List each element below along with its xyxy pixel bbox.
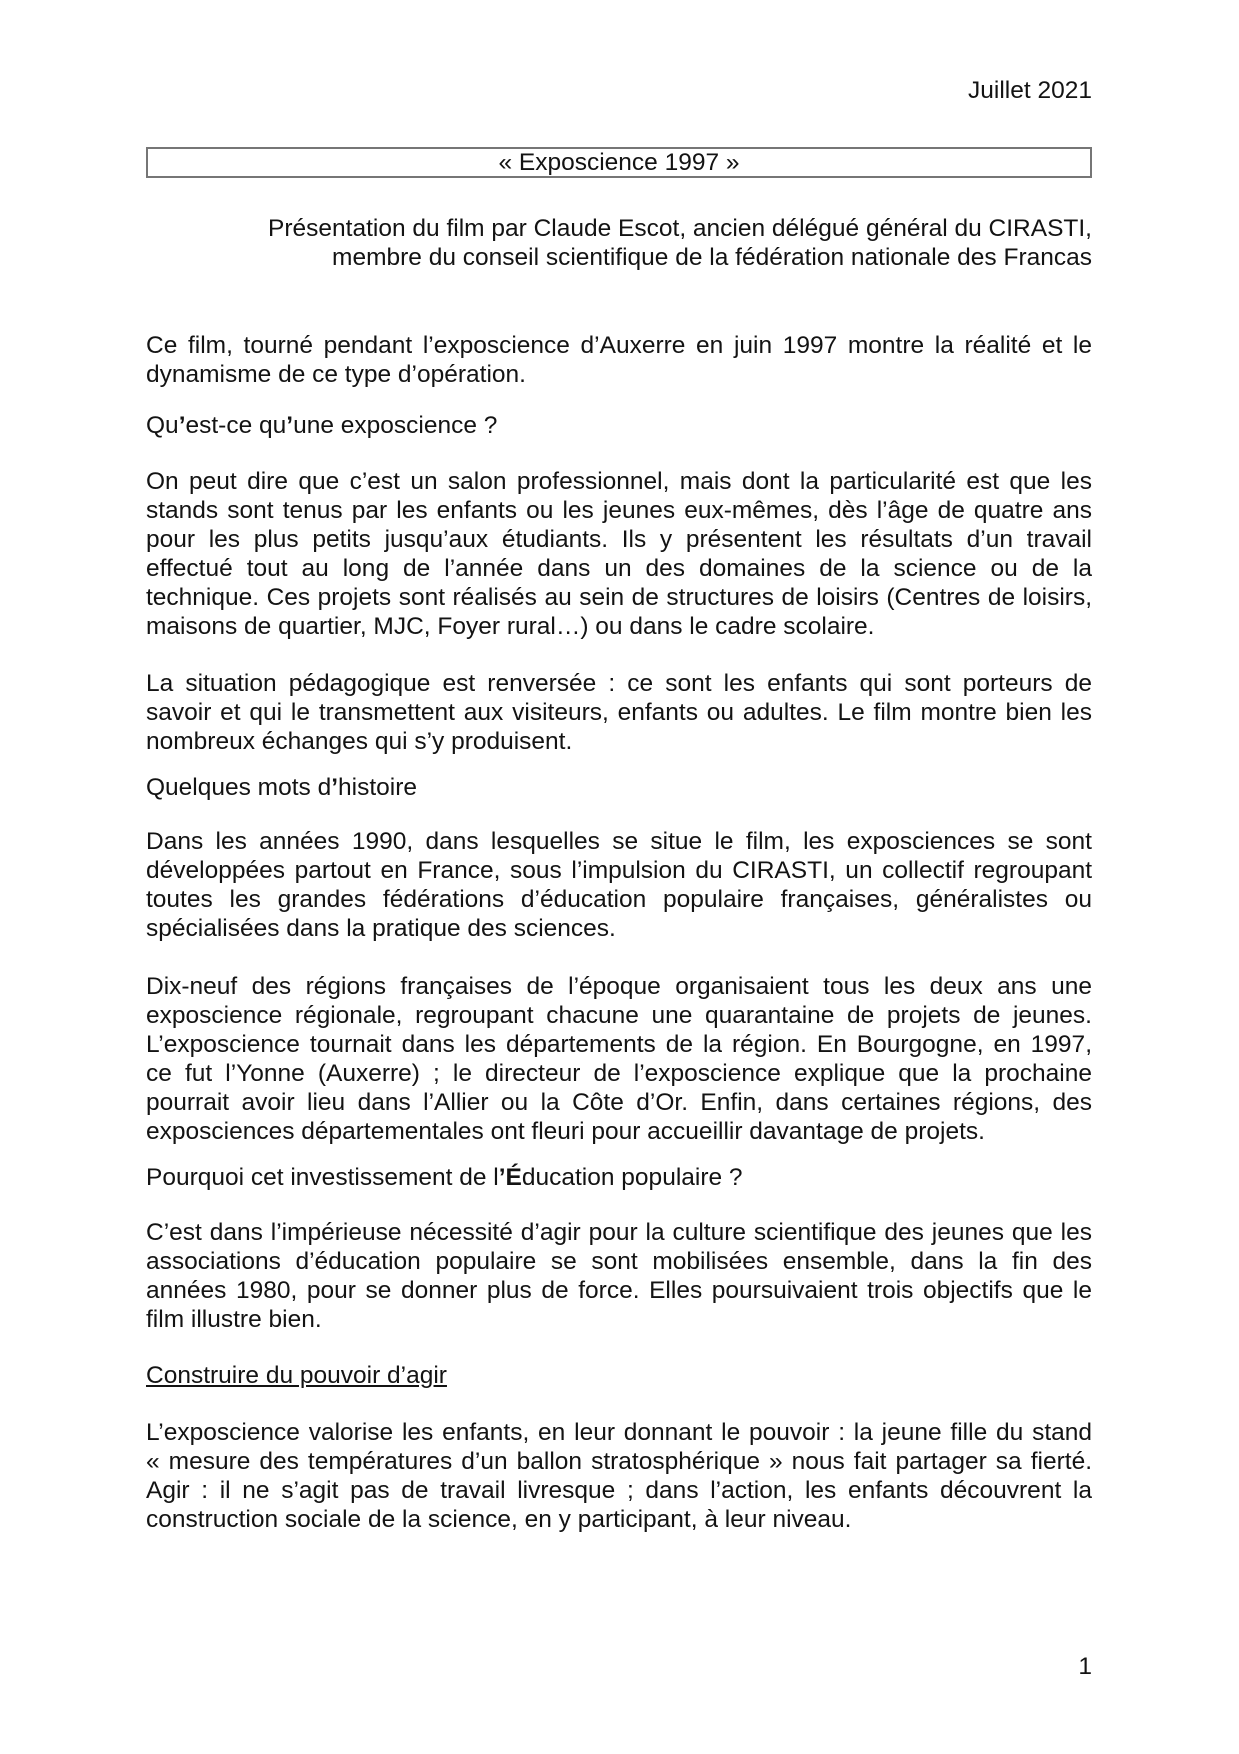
text-line: C’est dans l’impérieuse nécessité d’agir pour la culture scientifique des jeunes que les (146, 1219, 1092, 1246)
text-line: L’exposcience tournait dans les départements de la région. En Bourgogne, en 1997, (146, 1031, 1092, 1058)
paragraph-regions (146, 972, 1092, 1146)
subtitle-line: Présentation du film par Claude Escot, ancien délégué général du CIRASTI, (268, 215, 1092, 242)
heading-text: Quelques mots d (146, 774, 332, 801)
text-line: L’exposcience valorise les enfants, en leur donnant le pouvoir : la jeune fille du stand (146, 1419, 1092, 1446)
text-line: développées partout en France, sous l’impulsion du CIRASTI, un collectif regroupant (146, 857, 1092, 884)
heading-text-bold: ’ (178, 412, 186, 439)
text-line: ce fut l’Yonne (Auxerre) ; le directeur de l’exposcience explique que la prochaine (146, 1060, 1092, 1087)
document-date: Juillet 2021 (968, 77, 1092, 104)
document-content (146, 0, 1092, 1534)
text-line: On peut dire que c’est un salon professionnel, mais dont la particularité est que les (146, 468, 1092, 495)
text-line: pour les plus petits jusqu’aux étudiants. Ils y présentent les résultats d’un travail (146, 526, 1092, 553)
section-heading-pouvoir-dagir: Construire du pouvoir d’agir (146, 1362, 447, 1389)
text-line: associations d’éducation populaire se sont mobilisées ensemble, dans la fin des (146, 1248, 1092, 1275)
text-line: stands sont tenus par les enfants ou les jeunes eux-mêmes, dès l’âge de quatre ans (146, 497, 1092, 524)
heading-text-bold: ’É (498, 1164, 522, 1191)
paragraph-valorise (146, 1418, 1092, 1534)
text-line: Dans les années 1990, dans lesquelles se situe le film, les exposciences se sont (146, 828, 1092, 855)
text-line: nombreux échanges qui s’y produisent. (146, 728, 573, 755)
heading-text: est-ce qu (185, 412, 287, 439)
heading-text: une exposcience ? (293, 412, 498, 439)
heading-text-bold: ’ (331, 774, 339, 801)
heading-text: Qu (146, 412, 179, 439)
subtitle-line: membre du conseil scientifique de la fédération nationale des Francas (332, 244, 1092, 271)
text-line: années 1980, pour se donner plus de force. Elles poursuivaient trois objectifs que le (146, 1277, 1092, 1304)
paragraph-annees (146, 827, 1092, 943)
text-line: « mesure des températures d’un ballon stratosphérique » nous fait partager sa fierté. (146, 1448, 1092, 1475)
text-line: film illustre bien. (146, 1306, 322, 1333)
paragraph-salon (146, 467, 1092, 641)
text-line: Agir : il ne s’agit pas de travail livresque ; dans l’action, les enfants découvrent la (146, 1477, 1092, 1504)
text-line: spécialisées dans la pratique des sciences. (146, 915, 616, 942)
title-box (146, 147, 1092, 178)
paragraph-situation (146, 669, 1092, 756)
section-heading-investment (146, 1163, 1092, 1192)
paragraph-intro (146, 331, 1092, 389)
heading-text: ducation populaire ? (521, 1164, 743, 1191)
heading-text: Pourquoi cet investissement de l (146, 1164, 499, 1191)
text-line: dynamisme de ce type d’opération. (146, 361, 526, 388)
document-title: « Exposcience 1997 » (498, 149, 740, 176)
text-line: Dix-neuf des régions françaises de l’époque organisaient tous les deux ans une (146, 973, 1092, 1000)
text-line: La situation pédagogique est renversée : ce sont les enfants qui sont porteurs de (146, 670, 1092, 697)
text-line: exposcience régionale, regroupant chacune une quarantaine de projets de jeunes. (146, 1002, 1092, 1029)
text-line: pourrait avoir lieu dans l’Allier ou la Côte d’Or. Enfin, dans certaines régions, des (146, 1089, 1092, 1116)
text-line: toutes les grandes fédérations d’éducation populaire françaises, généralistes ou (146, 886, 1092, 913)
page-number: 1 (1078, 1653, 1092, 1680)
paragraph-culture (146, 1218, 1092, 1334)
text-line: construction sociale de la science, en y participant, à leur niveau. (146, 1506, 852, 1533)
text-line: effectué tout au long de l’année dans un des domaines de la science ou de la (146, 555, 1092, 582)
text-line: technique. Ces projets sont réalisés au sein de structures de loisirs (Centres de loisirs, (146, 584, 1092, 611)
section-heading-history (146, 773, 1092, 802)
document-subtitle (146, 214, 1092, 272)
text-line: savoir et qui le transmettent aux visiteurs, enfants ou adultes. Le film montre bien les (146, 699, 1092, 726)
heading-text-bold: ’ (286, 412, 294, 439)
text-line: maisons de quartier, MJC, Foyer rural…) ou dans le cadre scolaire. (146, 613, 875, 640)
text-line: Ce film, tourné pendant l’exposcience d’Auxerre en juin 1997 montre la réalité et le (146, 332, 1092, 359)
text-line: exposciences départementales ont fleuri pour accueillir davantage de projets. (146, 1118, 985, 1145)
section-heading-what-is-exposcience (146, 411, 1092, 440)
heading-text: histoire (338, 774, 418, 801)
